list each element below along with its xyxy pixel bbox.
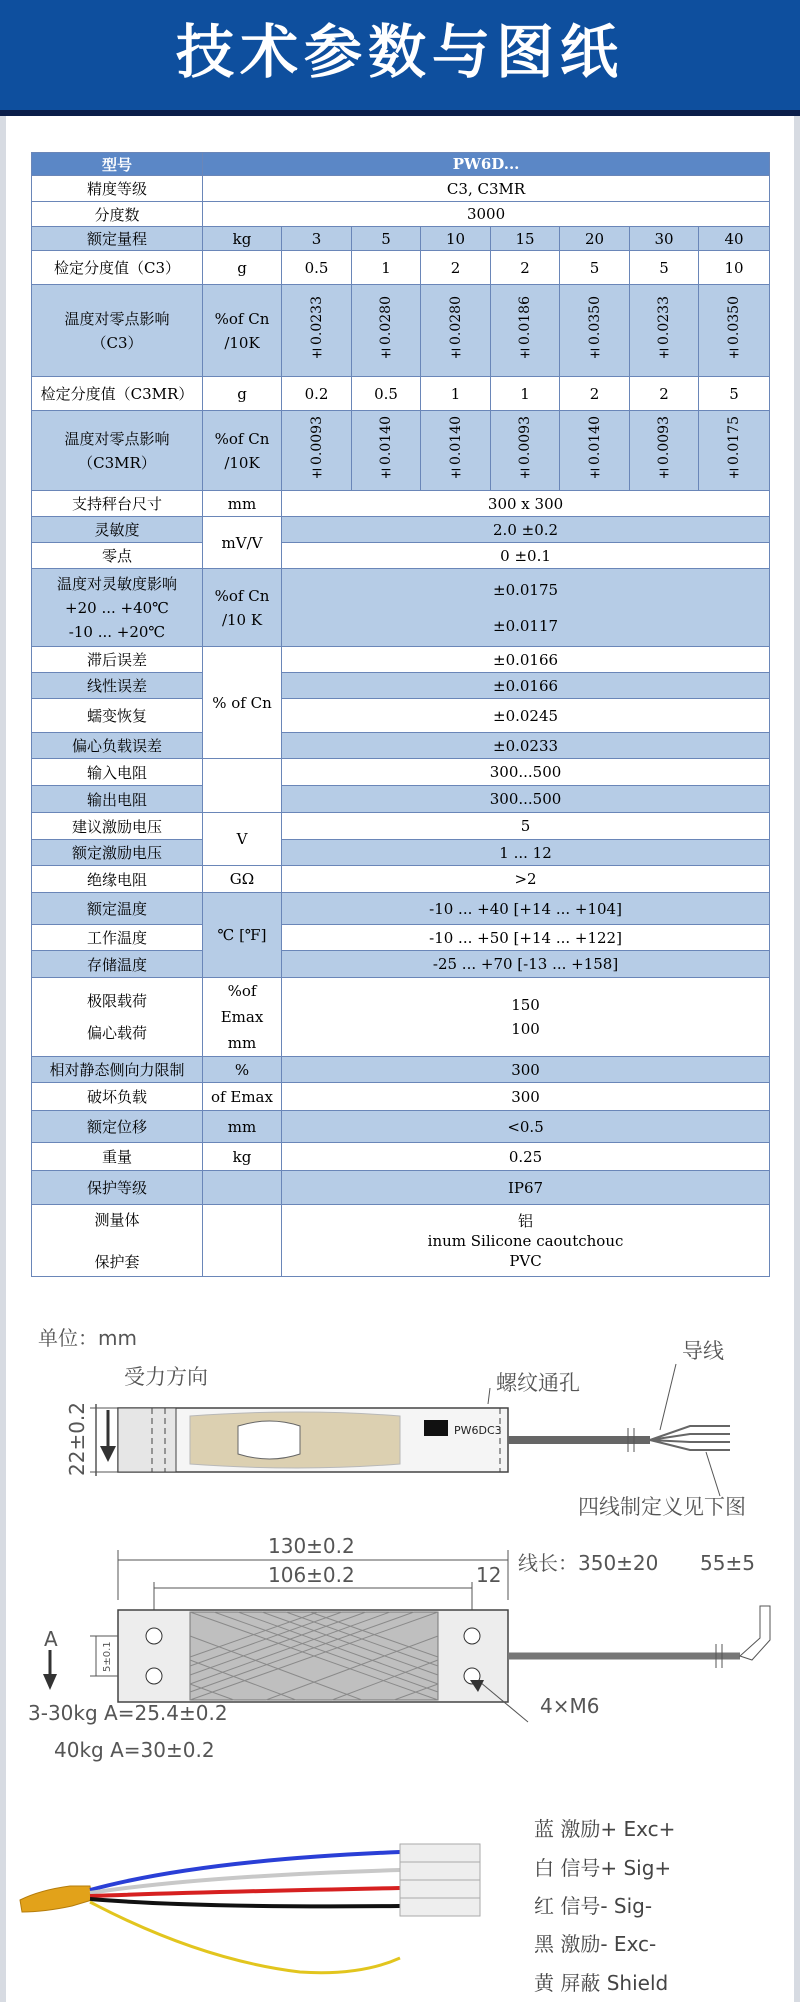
capacity-cell: 30 (630, 227, 699, 251)
accuracy-value: C3, C3MR (203, 176, 770, 202)
volt-unit: V (203, 813, 282, 866)
material-value: inum Silicone caoutchouc (427, 1231, 624, 1250)
tc0-value: ±0.0175 (726, 416, 743, 481)
insulation-value: >2 (282, 866, 770, 893)
model-label: 型号 (32, 153, 203, 176)
table-row (32, 202, 770, 227)
tcs-label-line: -10 ... +20℃ (68, 622, 166, 641)
eccentric-load-value: 100 (511, 1020, 540, 1038)
vmin-c3mr-label: 检定分度值（C3MR） (32, 377, 203, 411)
emax-unit-line: Emax mm (220, 1008, 264, 1052)
tcs-unit (203, 569, 282, 647)
tc0-value: ±0.0233 (308, 296, 325, 361)
limit-load-label: 极限载荷 (86, 992, 147, 1010)
tc0-c3-label-line: （C3） (91, 333, 143, 352)
tc0-cell (352, 411, 421, 491)
table-row (32, 491, 770, 517)
a-note-1: 3-30kg A=25.4±0.2 (28, 1701, 228, 1725)
tc0-cell (282, 285, 352, 377)
rec-exc-label: 建议激励电压 (32, 813, 203, 840)
tc0-cell (352, 285, 421, 377)
header-band (0, 110, 800, 116)
table-row (32, 251, 770, 285)
body-value: 铝 (518, 1211, 534, 1230)
protection-label: 保护等级 (32, 1171, 203, 1205)
lateral-unit: % (203, 1057, 282, 1083)
load-cell-top-view (28, 1534, 770, 1762)
vmin-cell: 1 (491, 377, 560, 411)
breaking-label: 破坏负载 (32, 1083, 203, 1111)
tail-len-label: 55±5 (700, 1551, 755, 1575)
wire-legend (534, 1817, 675, 1995)
table-row (32, 647, 770, 673)
sensitivity-label: 灵敏度 (32, 517, 203, 543)
tc-unit-line: /10K (224, 333, 260, 352)
vmin-cell: 5 (630, 251, 699, 285)
vmin-c3-label: 检定分度值（C3） (32, 251, 203, 285)
creep-label: 蠕变恢复 (32, 699, 203, 733)
a-arrow-head (43, 1674, 57, 1690)
vmin-cell: 2 (491, 251, 560, 285)
tc0-value: ±0.0350 (726, 296, 743, 361)
res-unit (203, 759, 282, 813)
output-res-label: 输出电阻 (32, 786, 203, 813)
table-row (32, 227, 770, 251)
table-row (32, 569, 770, 647)
wire-black (90, 1899, 400, 1906)
tc0-c3-label-line: 温度对零点影响 (64, 309, 170, 328)
table-row (32, 411, 770, 491)
table-row (32, 673, 770, 699)
protection-unit (203, 1171, 282, 1205)
tc0-value: ±0.0093 (656, 416, 672, 481)
a-note-2: 40kg A=30±0.2 (54, 1738, 215, 1762)
rated-exc-value: 1 ... 12 (282, 840, 770, 866)
tc0-value: ±0.0140 (586, 416, 603, 481)
vmin-cell: 0.5 (282, 251, 352, 285)
tc0-cell (491, 285, 560, 377)
wire-label-yellow: 黄 屏蔽 Shield (534, 1971, 669, 1995)
table-row (32, 1171, 770, 1205)
capacity-label: 额定量程 (32, 227, 203, 251)
thread-hole-label: 螺纹通孔 (496, 1371, 580, 1395)
platform-unit: mm (203, 491, 282, 517)
vmin-cell: 2 (630, 377, 699, 411)
tc0-cell (630, 411, 699, 491)
vmin-cell: 1 (352, 251, 421, 285)
input-res-value: 300...500 (282, 759, 770, 786)
table-row (32, 1083, 770, 1111)
tc0-value: ±0.0350 (586, 296, 603, 361)
table-row (32, 517, 770, 543)
len-total-label: 130±0.2 (268, 1534, 355, 1558)
breaking-unit: of Emax (203, 1083, 282, 1111)
tc0-cell (421, 411, 491, 491)
wire-lead (650, 1440, 730, 1442)
brand-logo (424, 1420, 448, 1436)
material-values (282, 1205, 770, 1277)
tc0-cell (630, 285, 699, 377)
force-dir-label: 受力方向 (124, 1365, 208, 1389)
hysteresis-value: ±0.0166 (282, 647, 770, 673)
storage-temp-label: 存储温度 (32, 951, 203, 978)
force-arrow-head (100, 1446, 116, 1462)
center-bore (238, 1421, 300, 1459)
spacer (34, 1230, 200, 1252)
capacity-cell: 15 (491, 227, 560, 251)
page-title: 技术参数与图纸 (175, 18, 624, 86)
mount-block (118, 1408, 176, 1472)
divisions-value: 3000 (203, 202, 770, 227)
tc0-cell (282, 411, 352, 491)
capacity-unit: kg (203, 227, 282, 251)
insulation-unit: GΩ (203, 866, 282, 893)
tc0-cell (560, 411, 630, 491)
tcs-label (32, 569, 203, 647)
vmin-cell: 2 (421, 251, 491, 285)
table-row (32, 925, 770, 951)
tc0-value: ±0.0140 (378, 416, 394, 481)
table-row (32, 285, 770, 377)
table-row (32, 759, 770, 786)
linearity-label: 线性误差 (32, 673, 203, 699)
tc0-cell (699, 411, 770, 491)
tc-unit-line: /10K (224, 453, 260, 472)
page-header (0, 0, 800, 110)
tcs-label-line: +20 ... +40℃ (65, 598, 169, 617)
a-small-label: 5±0.1 (102, 1641, 113, 1672)
tc0-value: ±0.0186 (517, 296, 533, 361)
divisions-label: 分度数 (32, 202, 203, 227)
deflection-value: <0.5 (282, 1111, 770, 1143)
table-row (32, 176, 770, 202)
tc0-value: ±0.0140 (447, 416, 464, 481)
screw-label: 4×M6 (540, 1694, 600, 1718)
tc0-c3-label (32, 285, 203, 377)
model-mark: PW6DC3 (454, 1424, 502, 1437)
tcs-value: ±0.0117 (493, 616, 559, 635)
limit-load-value: 150 (511, 996, 540, 1014)
zero-value: 0 ±0.1 (282, 543, 770, 569)
tc-unit (203, 285, 282, 377)
capacity-cell: 3 (282, 227, 352, 251)
len-end-label: 12 (476, 1563, 502, 1587)
cable-label: 导线 (682, 1339, 724, 1363)
load-values (282, 978, 770, 1057)
deflection-unit: mm (203, 1111, 282, 1143)
eccentric-label: 偏心负载误差 (32, 733, 203, 759)
lateral-value: 300 (282, 1057, 770, 1083)
dimension-drawing (0, 1300, 800, 2000)
table-row (32, 813, 770, 840)
capacity-cell: 20 (560, 227, 630, 251)
tc0-c3mr-label (32, 411, 203, 491)
spec-table (31, 152, 770, 1277)
platform-label: 支持秤台尺寸 (32, 491, 203, 517)
nominal-temp-label: 额定温度 (32, 893, 203, 925)
table-row (32, 951, 770, 978)
tc0-value: ±0.0093 (308, 416, 325, 481)
leader-line (660, 1364, 676, 1430)
a-label: A (44, 1627, 58, 1651)
hysteresis-label: 滞后误差 (32, 647, 203, 673)
tc0-c3mr-label-line: 温度对零点影响 (64, 429, 170, 448)
temp-unit: ℃ [℉] (203, 893, 282, 978)
tc-unit-line: %of Cn (214, 429, 270, 448)
tc0-value: ±0.0093 (517, 416, 533, 481)
sheath-label: 保护套 (94, 1252, 140, 1271)
tc-unit (203, 411, 282, 491)
wire-label-red: 红 信号- Sig- (534, 1894, 653, 1918)
leader-line (488, 1388, 490, 1404)
wire-red (90, 1888, 400, 1896)
tc0-cell (421, 285, 491, 377)
table-row (32, 699, 770, 733)
breaking-value: 300 (282, 1083, 770, 1111)
vmin-cell: 1 (421, 377, 491, 411)
height-dim-label: 22±0.2 (65, 1401, 89, 1476)
mount-hole (146, 1668, 162, 1684)
vmin-unit: g (203, 377, 282, 411)
table-row (32, 377, 770, 411)
weight-value: 0.25 (282, 1143, 770, 1171)
table-row (32, 733, 770, 759)
vmin-cell: 0.5 (352, 377, 421, 411)
eccentric-load-label: 偏心载荷 (86, 1024, 147, 1042)
tcs-value: ±0.0175 (493, 580, 559, 599)
tc0-value: ±0.0280 (378, 296, 394, 361)
vmin-cell: 10 (699, 251, 770, 285)
tcs-label-line: 温度对灵敏度影响 (56, 574, 177, 593)
table-row (32, 1111, 770, 1143)
tc0-c3mr-label-line: （C3MR） (78, 453, 156, 472)
tc0-value: ±0.0280 (447, 296, 464, 361)
sensitivity-value: 2.0 ±0.2 (282, 517, 770, 543)
weight-label: 重量 (32, 1143, 203, 1171)
load-labels (32, 978, 203, 1057)
weight-unit: kg (203, 1143, 282, 1171)
table-row (32, 893, 770, 925)
material-unit (203, 1205, 282, 1277)
accuracy-label: 精度等级 (32, 176, 203, 202)
tc0-cell (560, 285, 630, 377)
cable-end (740, 1606, 770, 1660)
table-row (32, 1057, 770, 1083)
rec-exc-value: 5 (282, 813, 770, 840)
operating-temp-label: 工作温度 (32, 925, 203, 951)
vmin-cell: 5 (560, 251, 630, 285)
rated-exc-label: 额定激励电压 (32, 840, 203, 866)
wire-label-black: 黑 激励- Exc- (534, 1932, 657, 1956)
tcs-unit-line: /10 K (221, 610, 263, 629)
pct-cn-unit: % of Cn (203, 647, 282, 759)
tcs-unit-line: %of Cn (214, 586, 270, 605)
vmin-unit: g (203, 251, 282, 285)
cable-sheath (20, 1886, 92, 1912)
mvv-unit: mV/V (203, 517, 282, 569)
material-labels (32, 1205, 203, 1277)
vmin-cell: 0.2 (282, 377, 352, 411)
storage-temp-value: -25 ... +70 [-13 ... +158] (282, 951, 770, 978)
table-row (32, 1143, 770, 1171)
nominal-temp-value: -10 ... +40 [+14 ... +104] (282, 893, 770, 925)
platform-value: 300 x 300 (282, 491, 770, 517)
tc-unit-line: %of Cn (214, 309, 270, 328)
vmin-cell: 5 (699, 377, 770, 411)
lateral-label: 相对静态侧向力限制 (32, 1057, 203, 1083)
wire-label-blue: 蓝 激励+ Exc+ (534, 1817, 676, 1841)
zero-label: 零点 (32, 543, 203, 569)
table-row (32, 153, 770, 176)
input-res-label: 输入电阻 (32, 759, 203, 786)
wire-label-white: 白 信号+ Sig+ (534, 1856, 672, 1880)
unit-label: 单位：mm (38, 1326, 137, 1350)
cable-len-label: 线长：350±20 (518, 1551, 659, 1575)
table-row (32, 786, 770, 813)
tcs-values (282, 569, 770, 647)
creep-value: ±0.0245 (282, 699, 770, 733)
model-value: PW6D... (203, 153, 770, 176)
mount-hole (146, 1628, 162, 1644)
table-row (32, 978, 770, 1057)
capacity-cell: 40 (699, 227, 770, 251)
body-label: 测量体 (94, 1210, 140, 1229)
deflection-label: 额定位移 (32, 1111, 203, 1143)
len-holes-label: 106±0.2 (268, 1563, 355, 1587)
table-row (32, 543, 770, 569)
vmin-cell: 2 (560, 377, 630, 411)
operating-temp-value: -10 ... +50 [+14 ... +122] (282, 925, 770, 951)
emax-unit-line: %of (227, 982, 257, 1000)
capacity-cell: 5 (352, 227, 421, 251)
table-row (32, 840, 770, 866)
mount-hole (464, 1628, 480, 1644)
eccentric-value: ±0.0233 (282, 733, 770, 759)
leader-line (706, 1452, 720, 1496)
table-row (32, 866, 770, 893)
wire-yellow (90, 1902, 400, 1973)
protection-value: IP67 (282, 1171, 770, 1205)
output-res-value: 300...500 (282, 786, 770, 813)
insulation-label: 绝缘电阻 (32, 866, 203, 893)
table-row (32, 1205, 770, 1277)
capacity-cell: 10 (421, 227, 491, 251)
wire-def-label: 四线制定义见下图 (578, 1495, 746, 1519)
tc0-value: ±0.0233 (656, 296, 672, 361)
tc0-cell (491, 411, 560, 491)
cable-illustration (20, 1844, 480, 1973)
tc0-cell (699, 285, 770, 377)
sheath-value: PVC (509, 1251, 542, 1270)
emax-unit (203, 978, 282, 1057)
linearity-value: ±0.0166 (282, 673, 770, 699)
